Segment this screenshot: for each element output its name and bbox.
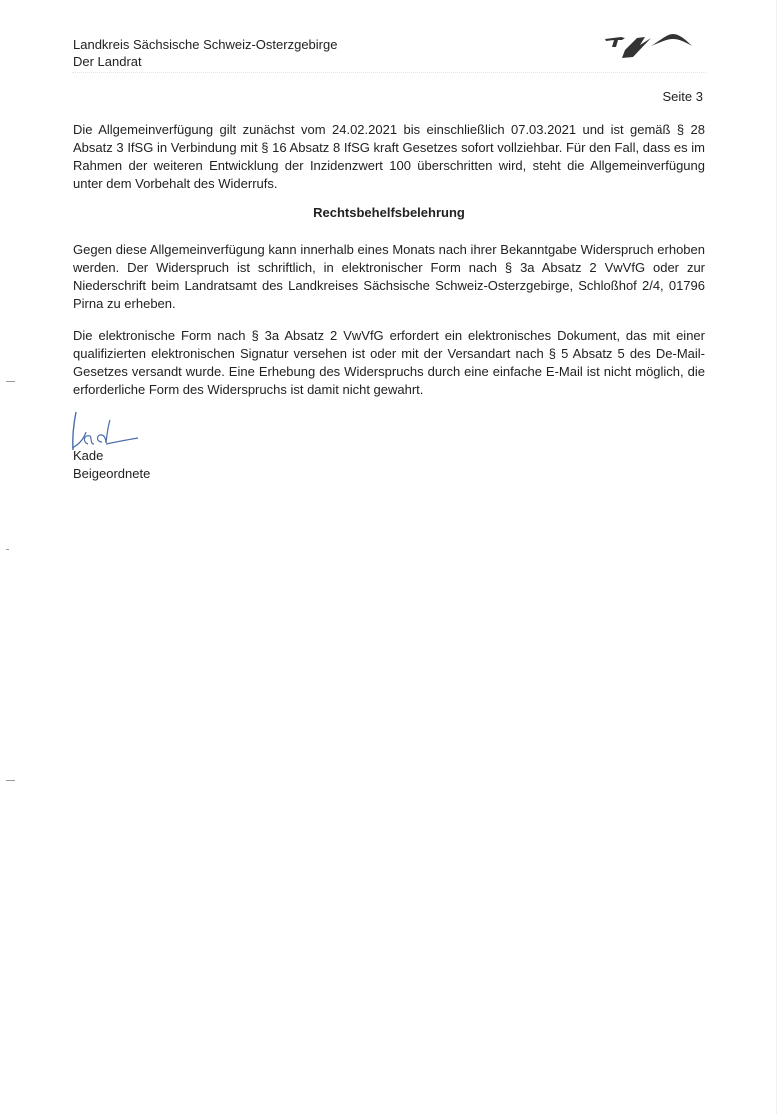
margin-mark <box>6 549 9 550</box>
organization-name: Landkreis Sächsische Schweiz-Osterzgebirge <box>73 37 338 52</box>
electronic-form-paragraph: Die elektronische Form nach § 3a Absatz 2 VwVfG erfordert ein elektronisches Dokument, das mit einer qualifizierten elektronischen Signatur versehen ist oder mit der Versandart nach § 5 Absatz 5 des De-Mail-Gesetzes versandt wurde. Eine Erhebung des Widerspruchs durch eine einfache E-Mail ist nicht möglich, die erforderliche Form des Widerspruchs ist damit nicht gewahrt. <box>73 328 705 397</box>
section-heading: Rechtsbehelfsbelehrung <box>313 205 465 220</box>
objection-paragraph: Gegen diese Allgemeinverfügung kann innerhalb eines Monats nach ihrer Bekanntgabe Widerspruch erhoben werden. Der Widerspruch ist schriftlich, in elektronischer Form nach § 3a Absatz 2 VwVfG oder zur Niederschrift beim Landratsamt des Landkreises Sächsische Schweiz-Osterzgebirge, Schloßhof 2/4, 01796 Pirna zu erheben. <box>73 242 705 311</box>
validity-paragraph: Die Allgemeinverfügung gilt zunächst vom 24.02.2021 bis einschließlich 07.03.2021 und ist gemäß § 28 Absatz 3 IfSG in Verbindung mit § 16 Absatz 8 IfSG kraft Gesetzes sofort vollziehbar. Für den Fall, dass es im Rahmen der weiteren Entwicklung der Inzidenzwert 100 überschritten wird, steht die Allgemeinverfügung unter dem Vorbehalt des Widerrufs. <box>73 122 705 191</box>
office-name: Der Landrat <box>73 54 142 69</box>
page-number: Seite 3 <box>662 89 703 104</box>
signatory-name: Kade <box>73 448 104 463</box>
margin-mark <box>6 780 15 781</box>
scan-edge <box>776 0 777 1114</box>
margin-mark <box>6 381 15 382</box>
district-logo-icon <box>603 28 695 62</box>
letterhead <box>73 36 337 70</box>
signatory-title: Beigeordnete <box>73 466 151 481</box>
header-divider <box>72 72 706 73</box>
